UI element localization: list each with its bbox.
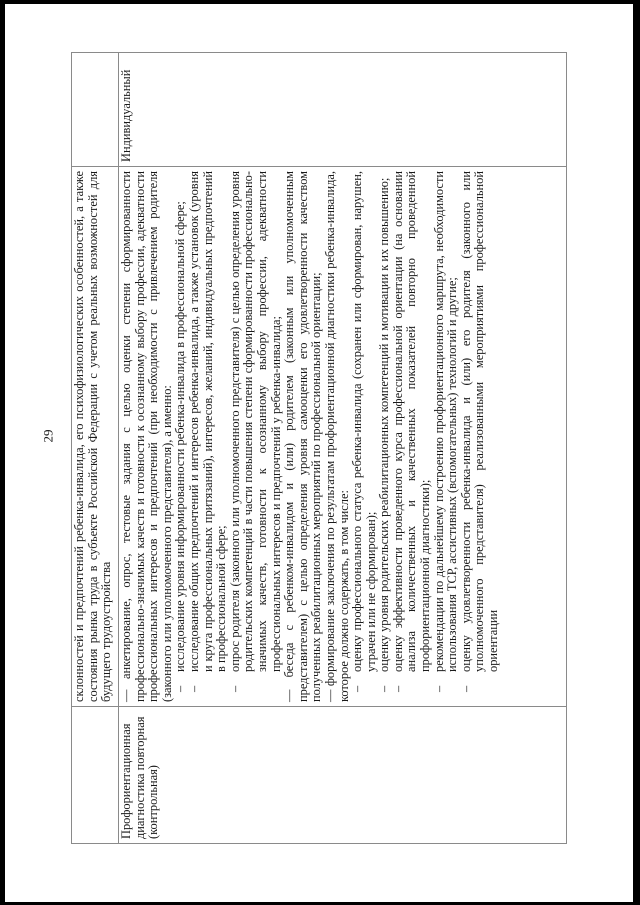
cell-empty — [72, 53, 119, 167]
rotated-table-sheet — [71, 53, 567, 844]
cell-empty — [72, 707, 119, 844]
list-item-text: оценку профессионального статуса ребенка-инвалида (сохранен или сформирован, нарушен, утрачен или не сформирован); — [350, 171, 378, 672]
dash-marker: – — [431, 685, 446, 692]
list-item — [392, 171, 433, 702]
list-item-text: оценку уровня родительских реабилитационных компетенций и мотивации к их повышению; — [377, 177, 392, 672]
cell-content — [119, 167, 567, 707]
scan-border-left — [0, 0, 5, 905]
page-number: 29 — [40, 429, 56, 443]
services-table — [71, 52, 567, 844]
list-item — [460, 171, 501, 702]
table-row — [119, 53, 567, 844]
dash-marker: – — [377, 685, 392, 692]
cell-form — [119, 53, 567, 167]
scan-border-top — [0, 0, 640, 4]
dash-marker: – — [227, 685, 242, 692]
service-form: Индивидуальный — [119, 69, 133, 162]
paragraph: — беседа с ребенком-инвалидом и (или) родителем (законным или уполномоченным представителем) с целью определения уровня самооценки его удовлетворенности качеством полученных реабилитационных мероприятий по профессиональной ориентации; — [282, 171, 324, 702]
dash-marker: – — [458, 685, 473, 692]
list-item-text: рекомендации по дальнейшему построению профориентационного маршрута, необходимости использования ТСР, ассистивных (вспомогательных) технологий и другие; — [431, 171, 460, 672]
table-row — [72, 53, 119, 844]
list-item — [351, 171, 378, 702]
list-item-text: исследование уровня информированности ребенка-инвалида в профессиональной сфере; — [173, 201, 188, 672]
dash-marker: – — [350, 685, 365, 692]
list-item-text: опрос родителя (законного или уполномоченного представителя) с целью определения уровня родительских компетенций в части повышения степени сформированности профессионально-значимых качеств, готовности к осознанному выбору профессии, адекватности профессиональных интересов и предпочтений у ребенка-инвалида; — [227, 171, 283, 672]
list-item — [378, 171, 392, 702]
list-item — [174, 171, 188, 702]
row1-text: склонностей и предпочтений ребенка-инвалида, его психофизиологических особенностей, а также состояния рынка труда в субъекте Российской Федерации с учетом реальных возможностей для будущего трудоустройства — [72, 171, 114, 702]
dash-marker: – — [186, 685, 201, 692]
list-item — [188, 171, 229, 702]
cell-service-name — [119, 707, 567, 844]
list-item-text: оценку удовлетворенности ребенка-инвалида и (или) его родителя (законного или уполномоченного представителя) реализованными мероприятиями профессиональной ориентации — [458, 171, 501, 672]
dash-marker: – — [390, 685, 405, 692]
dash-marker: – — [173, 685, 188, 692]
paragraph: — анкетирование, опрос, тестовые задания с целью оценки степени сформированности профессионально-значимых качеств и готовности к осознанному выбору профессии, адекватности профессиональных интересов и предпочтений (при необходимости с привлечением родителя (законного или уполномоченного представителя), а именно: — [119, 171, 174, 702]
list-item-text: исследование общих предпочтений и интересов ребенка-инвалида, а также установок (уровня и круга профессиональных притязаний), интересов, желаний, индивидуальных предпочтений в профессиональной сфере; — [186, 171, 229, 672]
service-name: Профориентационная диагностика повторная (контрольная) — [119, 716, 161, 839]
list-item-text: оценку эффективности проведенного курса профессиональной ориентации (на основании анализа количественных и качественных показателей повторно проведенной профориентационной диагностики); — [390, 171, 433, 672]
list-item — [229, 171, 283, 702]
scan-border-right — [633, 0, 640, 905]
cell-content — [72, 167, 119, 707]
list-item — [433, 171, 460, 702]
paragraph: — формирование заключения по результатам профориентационной диагностики ребенка-инвалида, которое должно содержать, в том числе: — [322, 171, 351, 702]
